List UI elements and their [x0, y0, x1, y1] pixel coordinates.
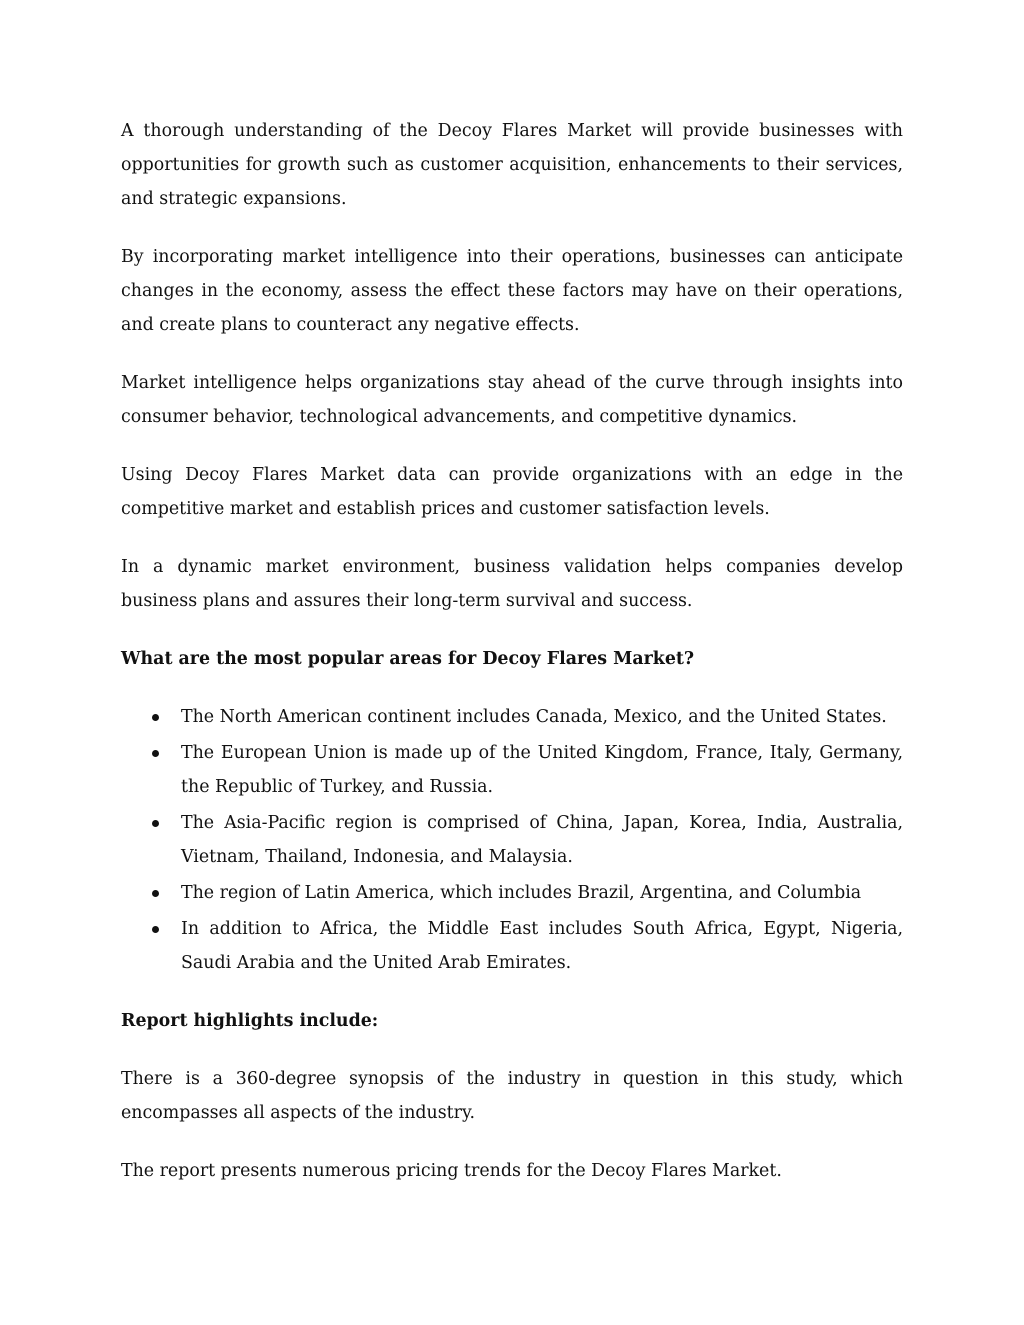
bullet-icon: [152, 714, 159, 721]
list-item: [121, 736, 903, 804]
regions-heading: What are the most popular areas for Decoy Flares Market?: [121, 649, 695, 669]
highlights-heading: Report highlights include:: [121, 1011, 379, 1031]
document-page: [121, 114, 903, 1212]
bullet-icon: [152, 820, 159, 827]
bullet-icon: [152, 750, 159, 757]
paragraph-business-validation: In a dynamic market environment, business validation helps companies develop business plans and assures their long-term survival and success.: [121, 557, 903, 611]
paragraph-360-synopsis: There is a 360-degree synopsis of the industry in question in this study, which encompasses all aspects of the industry.: [121, 1069, 903, 1123]
region-latin-america: The region of Latin America, which includes Brazil, Argentina, and Columbia: [181, 883, 862, 903]
paragraph-growth-opportunities: A thorough understanding of the Decoy Flares Market will provide businesses with opportunities for growth such as customer acquisition, enhancements to their services, and strategic expansions.: [121, 121, 903, 209]
region-asia-pacific: The Asia-Pacific region is comprised of China, Japan, Korea, India, Australia, Vietnam, Thailand, Indonesia, and Malaysia.: [181, 813, 903, 867]
region-europe: The European Union is made up of the United Kingdom, France, Italy, Germany, the Republic of Turkey, and Russia.: [181, 743, 903, 797]
regions-list: [121, 700, 903, 980]
paragraph-pricing-trends: The report presents numerous pricing trends for the Decoy Flares Market.: [121, 1161, 782, 1181]
paragraph-stay-ahead: Market intelligence helps organizations stay ahead of the curve through insights into consumer behavior, technological advancements, and competitive dynamics.: [121, 373, 903, 427]
list-item: [121, 806, 903, 874]
paragraph-market-data-edge: Using Decoy Flares Market data can provide organizations with an edge in the competitive market and establish prices and customer satisfaction levels.: [121, 465, 903, 519]
bullet-icon: [152, 926, 159, 933]
list-item: [121, 876, 903, 910]
bullet-icon: [152, 890, 159, 897]
region-north-america: The North American continent includes Canada, Mexico, and the United States.: [181, 707, 887, 727]
paragraph-market-intelligence-operations: By incorporating market intelligence into their operations, businesses can anticipate changes in the economy, assess the effect these factors may have on their operations, and create plans to counteract any negative effects.: [121, 247, 903, 335]
list-item: [121, 700, 903, 734]
list-item: [121, 912, 903, 980]
region-middle-east-africa: In addition to Africa, the Middle East includes South Africa, Egypt, Nigeria, Saudi Arabia and the United Arab Emirates.: [181, 919, 903, 973]
